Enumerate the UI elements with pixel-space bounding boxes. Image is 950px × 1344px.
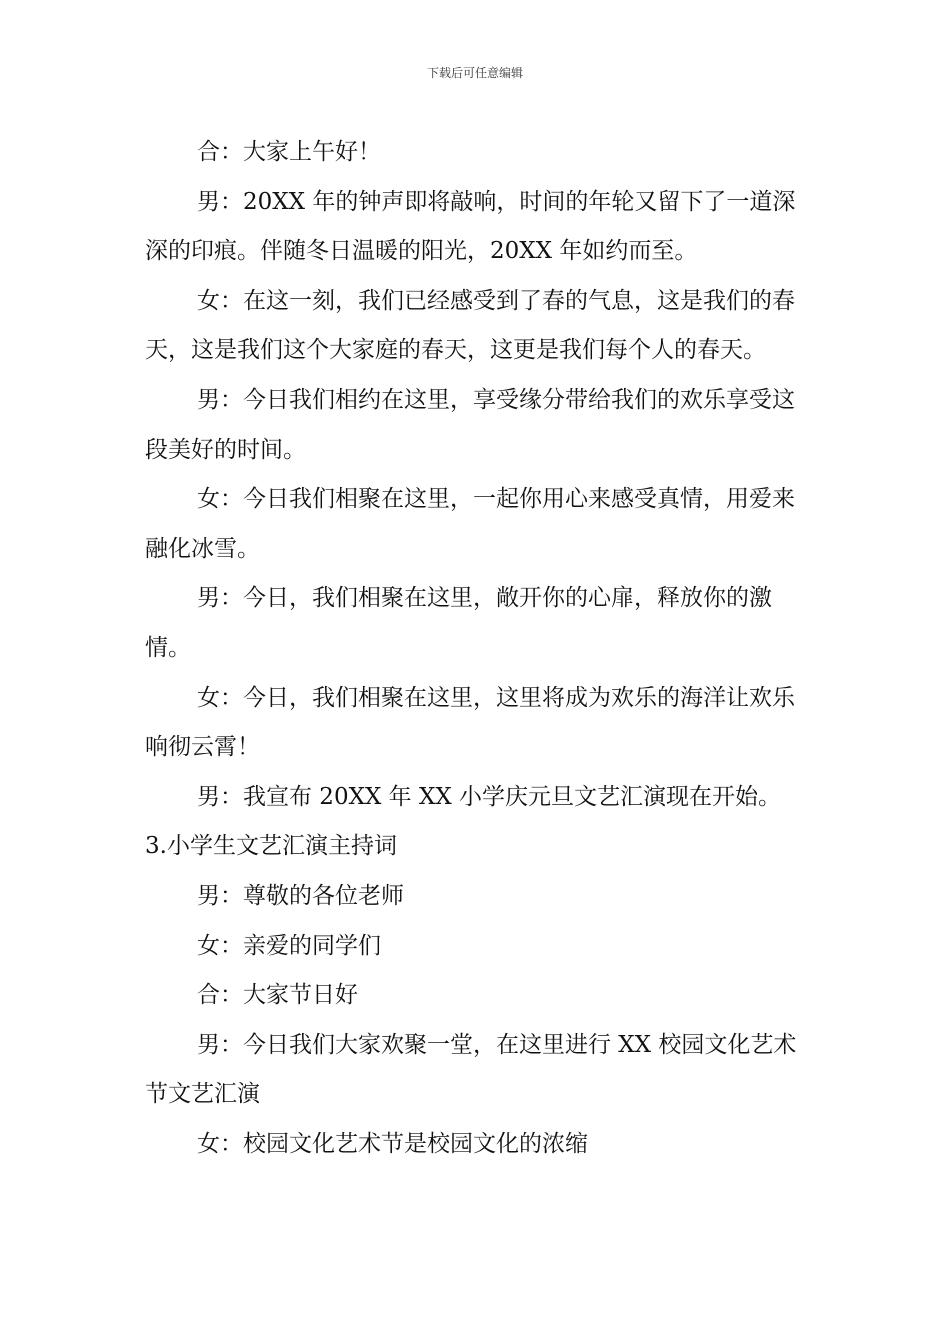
paragraph: 女：在这一刻，我们已经感受到了春的气息，这是我们的春天，这是我们这个大家庭的春天，这更是我们每个人的春天。 [145, 287, 795, 364]
paragraph: 男：今日我们大家欢聚一堂，在这里进行 XX 校园文化艺术节文艺汇演 [145, 1031, 797, 1108]
document-body [145, 128, 810, 1169]
section-heading: 3.小学生文艺汇演主持词 [145, 833, 397, 860]
page-header: 下载后可任意编辑 [426, 66, 523, 80]
paragraph: 合：大家上午好！ [197, 139, 381, 165]
paragraph: 男：尊敬的各位老师 [197, 882, 404, 909]
paragraph: 男：今日我们相约在这里，享受缘分带给我们的欢乐享受这段美好的时间。 [145, 386, 795, 463]
paragraph: 女：亲爱的同学们 [197, 932, 381, 959]
paragraph: 女：今日，我们相聚在这里，这里将成为欢乐的海洋让欢乐响彻云霄！ [145, 684, 795, 761]
paragraph: 男：我宣布 20XX 年 XX 小学庆元旦文艺汇演现在开始。 [197, 783, 782, 810]
paragraph: 男：20XX 年的钟声即将敲响，时间的年轮又留下了一道深深的印痕。伴随冬日温暖的阳光，20XX 年如约而至。 [145, 188, 796, 265]
paragraph: 女：今日我们相聚在这里，一起你用心来感受真情，用爱来融化冰雪。 [145, 486, 795, 562]
paragraph: 女：校园文化艺术节是校园文化的浓缩 [197, 1130, 588, 1157]
paragraph: 男：今日，我们相聚在这里，敞开你的心扉，释放你的激情。 [145, 585, 772, 661]
paragraph: 合：大家节日好 [197, 982, 358, 1009]
